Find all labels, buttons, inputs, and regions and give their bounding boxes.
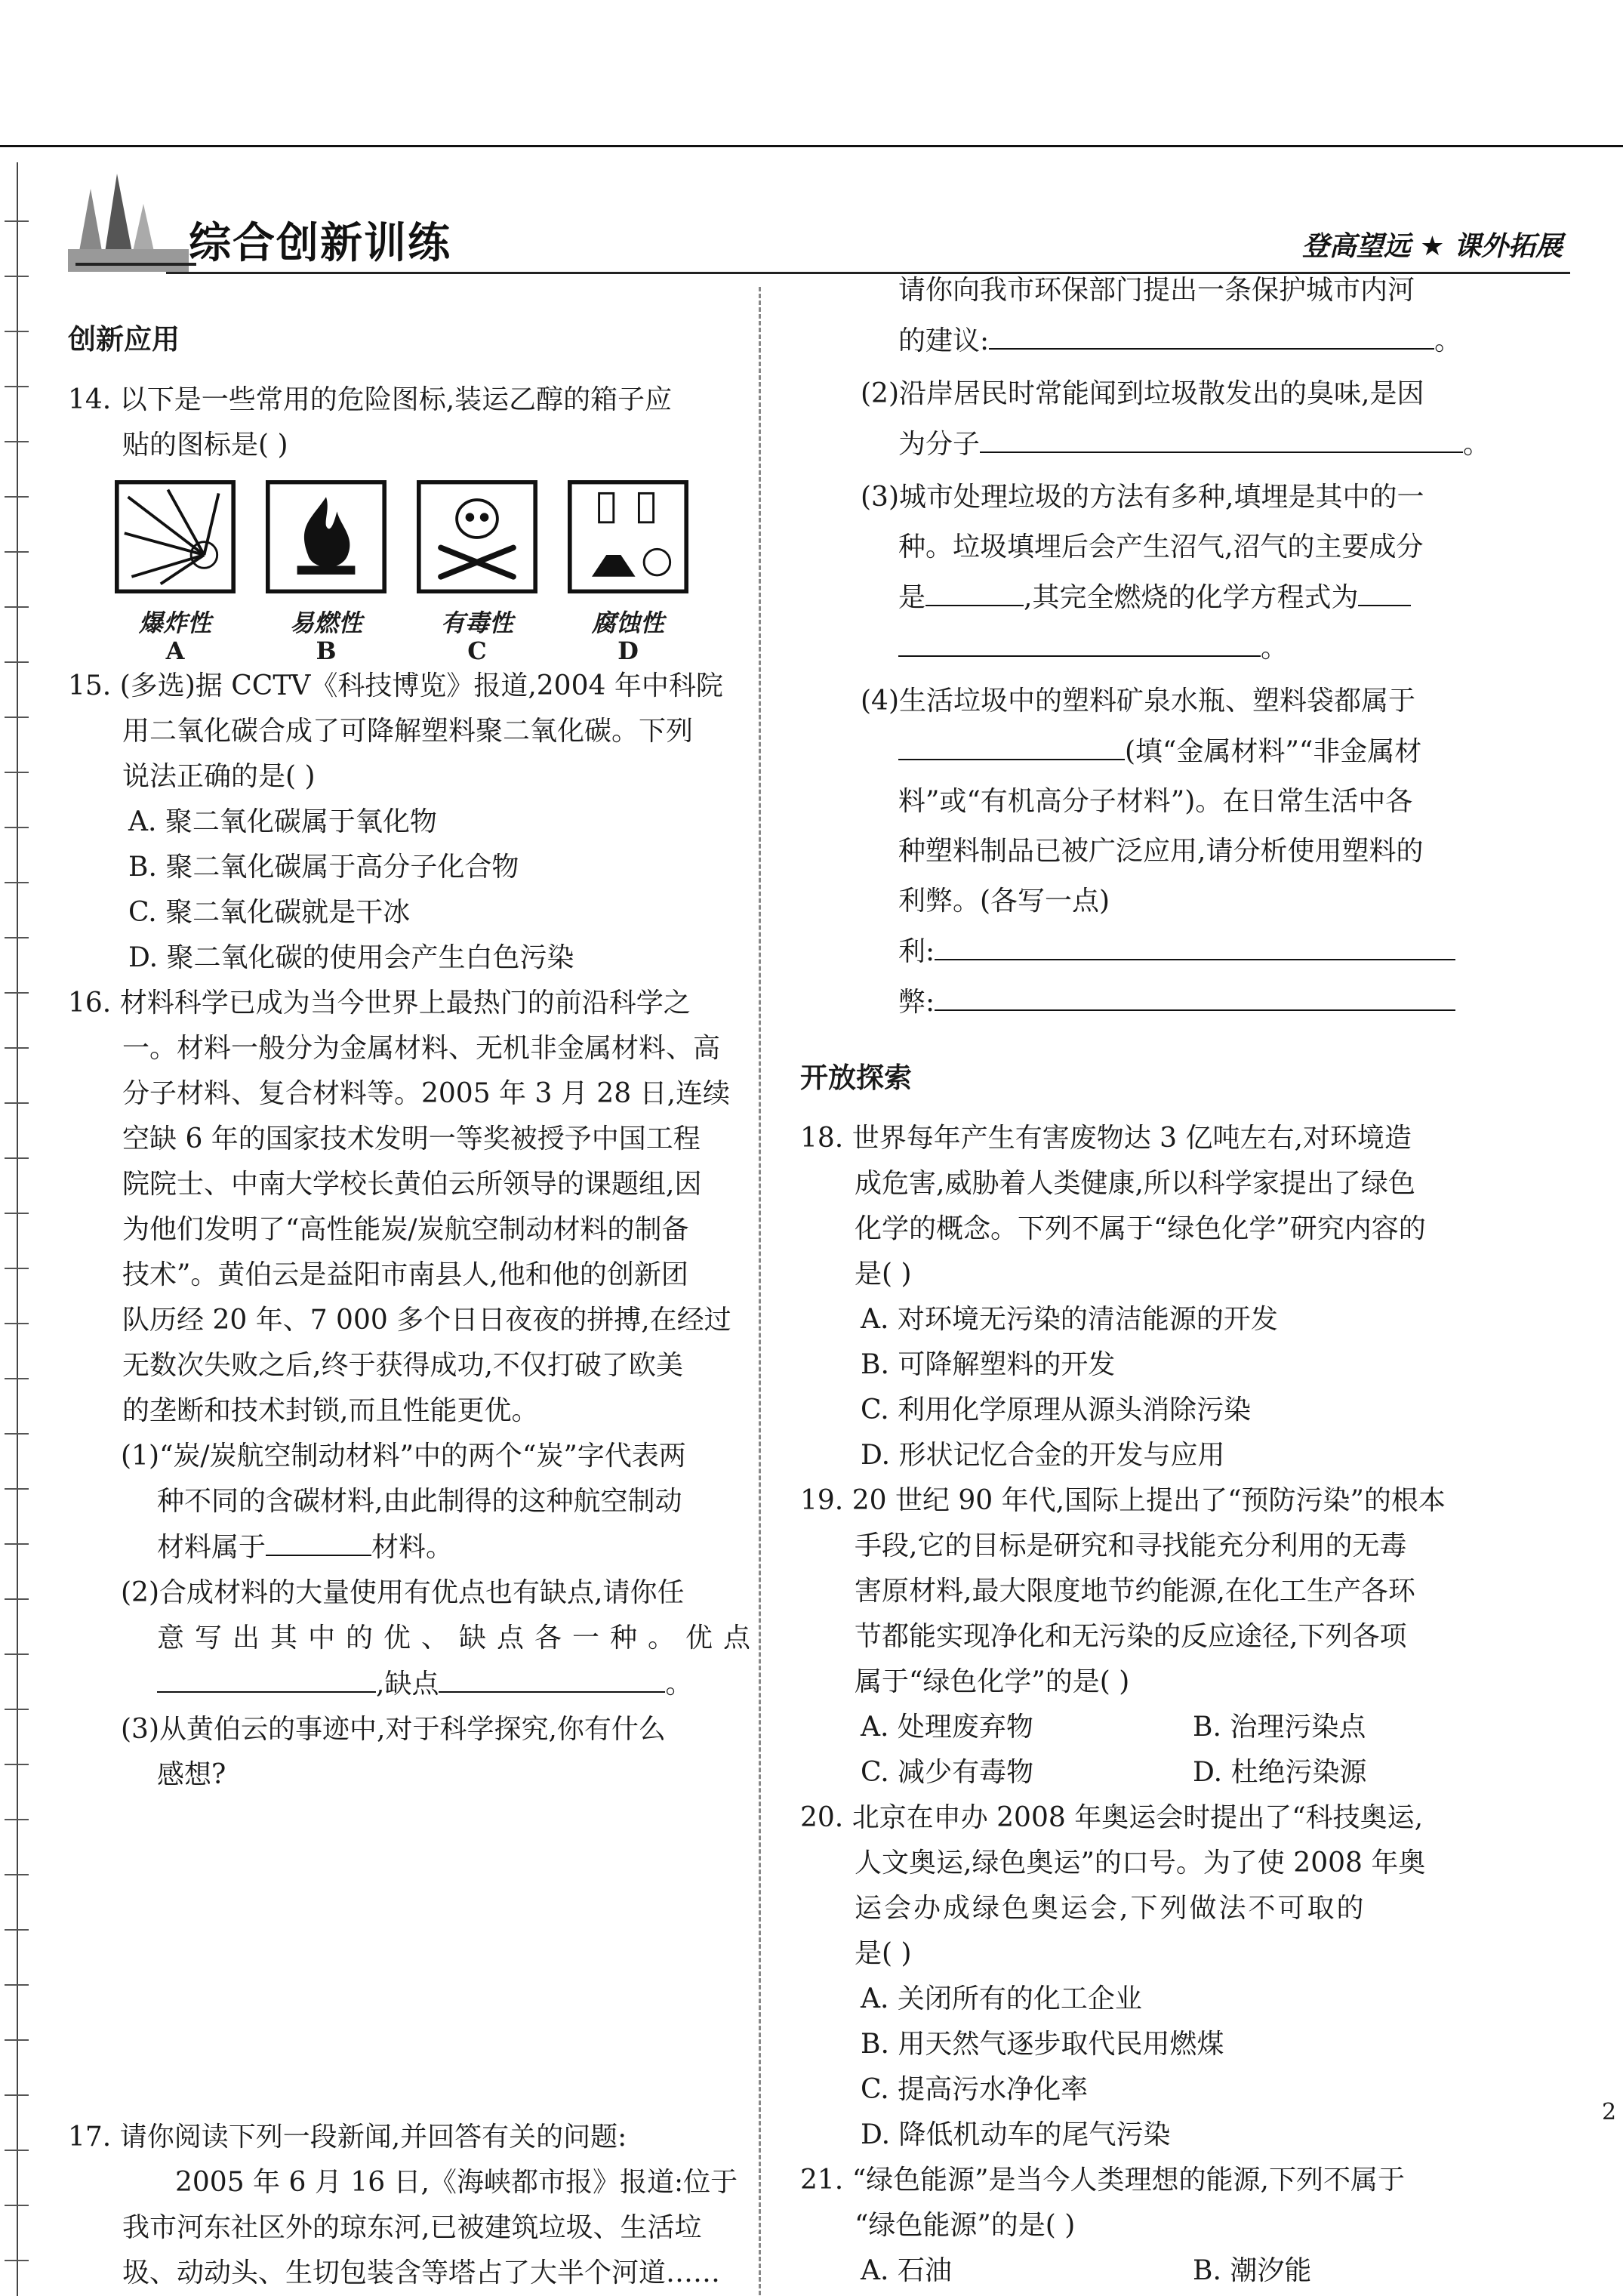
icon-c-label: 有毒性 [440,609,513,637]
q20-option-c: C. 提高污水净化率 [861,2074,1089,2105]
q18-option-c: C. 利用化学原理从源头消除污染 [861,1395,1252,1425]
q17-sub3-line2: 种。垃圾填埋后会产生沼气,沼气的主要成分 [898,532,1424,562]
q17-line4: 圾、动动头、生切包装含等塔占了大半个河道…… [122,2257,721,2288]
q19-option-b: B. 治理污染点 [1193,1712,1366,1743]
q16-line5: 院院士、中南大学校长黄伯云所领导的课题组,因 [122,1169,702,1200]
right-column [800,268,1548,2294]
q19-line4: 节都能实现净化和无污染的反应途径,下列各项 [855,1621,1407,1652]
page-header [53,159,1570,279]
header-right-text: 登高望远 ★ 课外拓展 [1301,231,1563,262]
q16-line2: 一。材料一般分为金属材料、无机非金属材料、高 [122,1033,721,1064]
q18-option-d: D. 形状记忆合金的开发与应用 [861,1440,1225,1471]
q16-line4: 空缺 6 年的国家技术发明一等奖被授予中国工程 [122,1123,701,1154]
q17-line2: 2005 年 6 月 16 日,《海峡都市报》报道:位于 [175,2167,738,2198]
q17-sub4-line4: 种塑料制品已被广泛应用,请分析使用塑料的 [898,836,1424,867]
q14-line2: 贴的图标是( ) [122,430,288,461]
q16-line10: 的垄断和技术封锁,而且性能更优。 [122,1395,539,1426]
q18-line2: 成危害,威胁着人类健康,所以科学家提出了绿色 [855,1168,1415,1199]
q20-option-a: A. 关闭所有的化工企业 [861,1983,1142,2014]
q17-biogas-blank[interactable] [925,575,1024,606]
q19-line2: 手段,它的目标是研究和寻找能充分利用的无毒 [855,1530,1407,1561]
q17-sub3-line3 [800,575,1548,621]
q16-line6: 为他们发明了“高性能炭/炭航空制动材料的制备 [122,1214,689,1245]
q18-line3: 化学的概念。下列不属于“绿色化学”研究内容的 [855,1213,1426,1244]
icon-d-letter: D [617,636,639,665]
q15-option-c: C. 聚二氧化碳就是干冰 [128,897,411,928]
q20-line2: 人文奥运,绿色奥运”的口号。为了使 2008 年奥 [855,1848,1426,1878]
q16-line9: 无数次失败之后,终于获得成功,不仅打破了欧美 [122,1350,683,1381]
q18-option-a: A. 对环境无污染的清洁能源的开发 [861,1304,1278,1335]
left-column [68,310,762,2296]
corrosive-icon [568,480,688,593]
q17-sub3-pre: 是 [898,582,926,613]
q17-bi-blank[interactable] [935,979,1455,1011]
flammable-icon [266,480,387,593]
q17-bi-line [800,979,1548,1025]
q17-sub2-line2 [800,421,1548,467]
hazard-icon-b [266,480,387,664]
q18-option-b: B. 可降解塑料的开发 [861,1349,1116,1380]
q17-sub4-line3: 料”或“有机高分子材料”)。在日常生活中各 [898,786,1413,817]
q16-line7: 技术”。黄伯云是益阳市南县人,他和他的创新团 [122,1259,688,1290]
hazard-icon-a [115,480,236,664]
q19-option-c: C. 减少有毒物 [861,1757,1034,1788]
page-number: 2 [1602,2099,1617,2125]
q16-sub2-end: 。 [665,1669,693,1700]
q16-line3: 分子材料、复合材料等。2005 年 3 月 28 日,连续 [122,1078,730,1109]
q17-sub2-pre: 为分子 [898,429,981,460]
q16-sub2-disadvantage-blank[interactable] [439,1661,665,1693]
q17-li-label: 利: [898,936,935,967]
hazard-icons [115,480,762,664]
q16-sub2-mid: ,缺点 [376,1669,439,1700]
q17-material-blank[interactable] [898,729,1125,760]
q19-option-d: D. 杜绝污染源 [1193,1757,1367,1788]
hazard-icon-c [417,480,537,664]
q15-line2: 用二氧化碳合成了可降解塑料聚二氧化碳。下列 [122,716,694,747]
q17-li-blank[interactable] [935,929,1455,960]
hazard-icon-d [568,480,688,664]
q17-cont-line2 [800,318,1548,364]
q17-line1: 17. 请你阅读下列一段新闻,并回答有关的问题: [68,2122,627,2153]
q16-sub1-pre: 材料属于 [157,1532,266,1563]
q16-sub1-line1: (1)“炭/炭航空制动材料”中的两个“炭”字代表两 [121,1441,686,1472]
icon-c-letter: C [467,636,487,665]
q17-cont-line1: 请你向我市环保部门提出一条保护城市内河 [898,275,1415,306]
q16-line8: 队历经 20 年、7 000 多个日日夜夜的拼搏,在经过 [122,1305,731,1336]
q15-line3: 说法正确的是( ) [122,761,316,792]
q21-line2: “绿色能源”的是( ) [855,2210,1076,2241]
q17-sub3-line4 [800,625,1548,671]
q21-option-a: A. 石油 [861,2255,952,2286]
q16-sub1-blank[interactable] [266,1524,371,1556]
q17-sub4-line1: (4)生活垃圾中的塑料矿泉水瓶、塑料袋都属于 [861,686,1415,717]
header-title: 综合创新训练 [189,219,451,268]
q19-line3: 害原材料,最大限度地节约能源,在化工生产各环 [855,1576,1415,1607]
q17-suggestion-label: 的建议: [898,325,990,356]
q15-option-d: D. 聚二氧化碳的使用会产生白色污染 [128,942,574,973]
q17-sub3-post: ,其完全燃烧的化学方程式为 [1024,582,1359,613]
q17-bi-label: 弊: [898,987,935,1018]
q20-line4: 是( ) [855,1938,912,1969]
q17-sub2-blank[interactable] [980,421,1463,453]
q16-sub2-advantage-blank[interactable] [157,1661,376,1693]
q17-li-line [800,929,1548,975]
q17-sub4-post: (填“金属材料”“非金属材 [1125,736,1422,767]
q16-line1: 16. 材料科学已成为当今世界上最热门的前沿科学之 [68,988,691,1019]
q17-suggestion-blank[interactable] [989,318,1434,350]
q16-sub1-line2: 种不同的含碳材料,由此制得的这种航空制动 [157,1486,682,1517]
q17-sub2-line1: (2)沿岸居民时常能闻到垃圾散发出的臭味,是因 [861,378,1424,409]
icon-a-label: 爆炸性 [138,609,211,637]
icon-d-label: 腐蚀性 [591,609,664,637]
top-rule [0,145,1623,147]
q20-line1: 20. 北京在申办 2008 年奥运会时提出了“科技奥运, [800,1802,1424,1833]
binding-margin-ticks [5,174,29,2288]
q17-sub3-line1: (3)城市处理垃圾的方法有多种,填埋是其中的一 [861,482,1424,513]
q17-equation-blank[interactable] [898,625,1261,657]
q16-sub1-post: 材料。 [371,1532,454,1563]
q17-sub4-line2 [800,729,1548,775]
q19-line5: 属于“绿色化学”的是( ) [855,1666,1130,1697]
q21-options [800,2248,1548,2294]
q18-line4: 是( ) [855,1259,912,1290]
explosive-icon [115,480,236,593]
q15-option-a: A. 聚二氧化碳属于氧化物 [128,806,437,837]
icon-b-label: 易燃性 [289,609,362,637]
q21-line1: 21. “绿色能源”是当今人类理想的能源,下列不属于 [800,2165,1405,2196]
section-title-innovation: 创新应用 [68,323,180,356]
q15-option-b: B. 聚二氧化碳属于高分子化合物 [128,852,519,883]
q17-sub2-end: 。 [1463,429,1491,460]
q17-sub3-end: 。 [1261,633,1289,664]
q16-sub2-line2: 意写出其中的优、缺点各一种。优点 [157,1623,762,1653]
q16-sub2-line3 [68,1661,762,1707]
section-title-open-exploration: 开放探索 [800,1062,912,1094]
q17-line3: 我市河东社区外的琼东河,已被建筑垃圾、生活垃 [122,2212,702,2243]
q16-sub2-line1: (2)合成材料的大量使用有优点也有缺点,请你任 [121,1577,685,1608]
q20-option-b: B. 用天然气逐步取代民用燃煤 [861,2029,1224,2060]
q18-line1: 18. 世界每年产生有害废物达 3 亿吨左右,对环境造 [800,1123,1412,1154]
q16-sub1-line3 [68,1524,762,1570]
q20-line3: 运会办成绿色奥运会,下列做法不可取的 [855,1893,1366,1924]
q17-equation-blank-start[interactable] [1358,575,1411,606]
answer-space[interactable] [68,1798,762,2115]
q17-sub4-line5: 利弊。(各写一点) [898,886,1110,917]
toxic-skull-icon [417,480,537,593]
q16-sub3-line1: (3)从黄伯云的事迹中,对于科学探究,你有什么 [121,1714,666,1745]
icon-b-letter: B [316,636,337,665]
q17-suggestion-end: 。 [1434,325,1462,356]
q14-line1: 14. 以下是一些常用的危险图标,装运乙醇的箱子应 [68,384,673,415]
q19-option-a: A. 处理废弃物 [861,1712,1033,1743]
q16-sub3-line2: 感想? [157,1759,226,1790]
icon-a-letter: A [165,636,185,665]
q15-line1: 15. (多选)据 CCTV《科技博览》报道,2004 年中科院 [68,670,723,701]
q19-line1: 19. 20 世纪 90 年代,国际上提出了“预防污染”的根本 [800,1485,1446,1516]
q21-option-b: B. 潮汐能 [1193,2255,1312,2286]
q19-options [800,1705,1548,1795]
q20-option-d: D. 降低机动车的尾气污染 [861,2119,1171,2150]
